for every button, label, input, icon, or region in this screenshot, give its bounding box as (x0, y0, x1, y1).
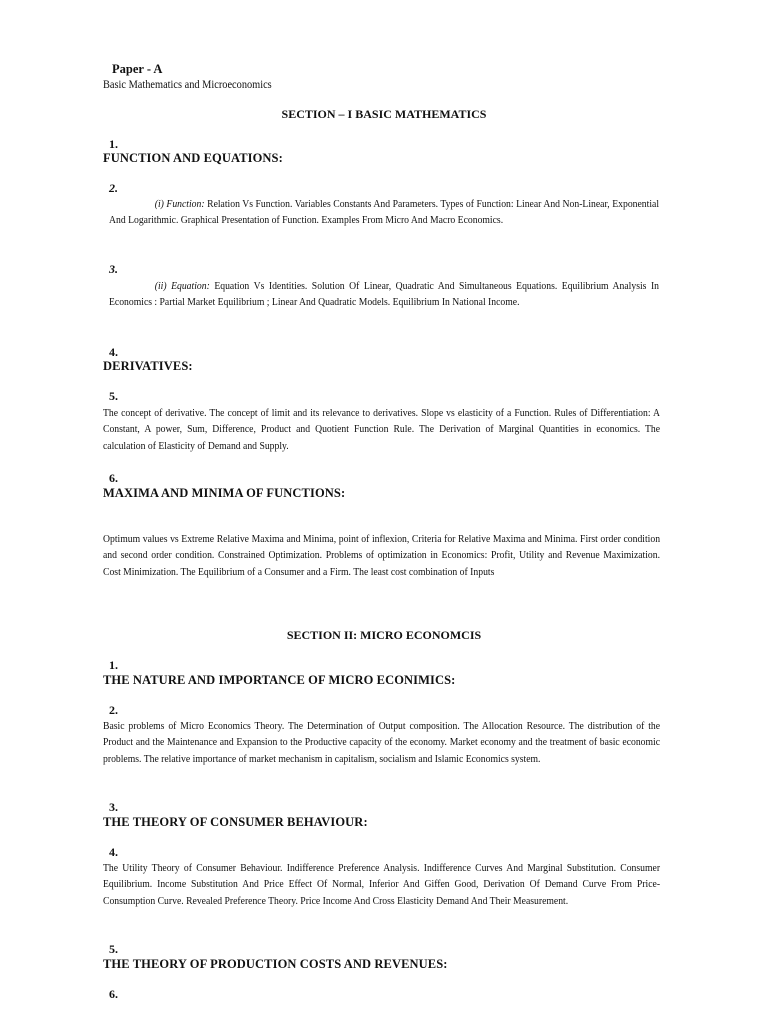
paragraph-derivatives: The concept of derivative. The concept of limit and its relevance to derivatives. Slope vs elasticity of a Function. Rules of Differentiation: A Constant, A power, Sum, Difference, Product and Quotient Function Rule. The Derivation of Marginal Quantities in economics. The calculation of Elasticity of Demand and Supply. (103, 407, 661, 452)
paragraph-utility-theory: The Utility Theory of Consumer Behaviour. Indifference Preference Analysis. Indifference Curves And Marginal Substitution. Consumer Equilibrium. Income Substitution And Price Effect Of Normal, Inferior And Giffen Good, Derivation Of Demand Curve From Price-Consumption Curve. Revealed Preference Theory. Price Income And Cross Elasticity Demand And Their Measurement. (103, 862, 661, 907)
heading-derivatives: DERIVATIVES: (103, 359, 193, 373)
paragraph-maxima-minima: Optimum values vs Extreme Relative Maxima and Minima, point of inflexion, Criteria for Relative Maxima and Minima. First order condition and second order condition. Constrained Optimization. Problems of optimization in Economics: Profit, Utility and Revenue Maximization. Cost Minimization. The Equilibrium of a Consumer and a Firm. The least cost combination of Inputs (103, 533, 661, 578)
item-number: 3. (109, 262, 118, 276)
heading-maxima-minima: MAXIMA AND MINIMA OF FUNCTIONS: (103, 486, 346, 500)
item-number: 4. (109, 345, 118, 359)
item-number: 6. (109, 471, 118, 485)
paragraph-basic-problems: Basic problems of Micro Economics Theory. The Determination of Output composition. The Allocation Resource. The distribution of the Product and the Maintenance and Expansion to the Productive capacity of the economy. Market economy and the treatment of basic economic problems. The relative importance of market mechanism in capitalism, socialism and Islamic Economics system. (103, 720, 661, 765)
heading-nature-importance: THE NATURE AND IMPORTANCE OF MICRO ECONIMICS: (103, 673, 456, 687)
paragraph-lead: (ii) Equation: (154, 280, 210, 292)
heading-consumer-behaviour: THE THEORY OF CONSUMER BEHAVIOUR: (103, 815, 368, 829)
item-number: 4. (109, 845, 118, 859)
paper-subtitle: Basic Mathematics and Microeconomics (103, 79, 272, 91)
section1-title: SECTION – I BASIC MATHEMATICS (281, 107, 487, 121)
heading-production-costs: THE THEORY OF PRODUCTION COSTS AND REVENUES: (103, 957, 448, 971)
item-number: 3. (109, 800, 118, 814)
paper-label: Paper - A (112, 62, 163, 76)
paragraph-function (109, 196, 659, 229)
paragraph-text: Equation Vs Identities. Solution Of Linear, Quadratic And Simultaneous Equations. Equilibrium Analysis In Economics : Partial Market Equilibrium ; Linear And Quadratic Models. Equilibrium In National Income. (109, 280, 660, 309)
section2-title: SECTION II: MICRO ECONOMCIS (286, 628, 482, 642)
item-number: 2. (109, 181, 118, 195)
item-number: 1. (109, 137, 118, 151)
heading-function-equations: FUNCTION AND EQUATIONS: (103, 151, 283, 165)
item-number: 2. (109, 703, 118, 717)
paragraph-lead: (i) Function: (154, 198, 205, 210)
item-number: 5. (109, 942, 118, 956)
paragraph-equation (109, 278, 659, 311)
paragraph-text: Relation Vs Function. Variables Constants And Parameters. Types of Function: Linear And Non-Linear, Exponential And Logarithmic. Graphical Presentation of Function. Examples From Micro And Macro Economics. (109, 198, 660, 227)
item-number: 6. (109, 987, 118, 1001)
item-number: 5. (109, 389, 118, 403)
item-number: 1. (109, 658, 118, 672)
